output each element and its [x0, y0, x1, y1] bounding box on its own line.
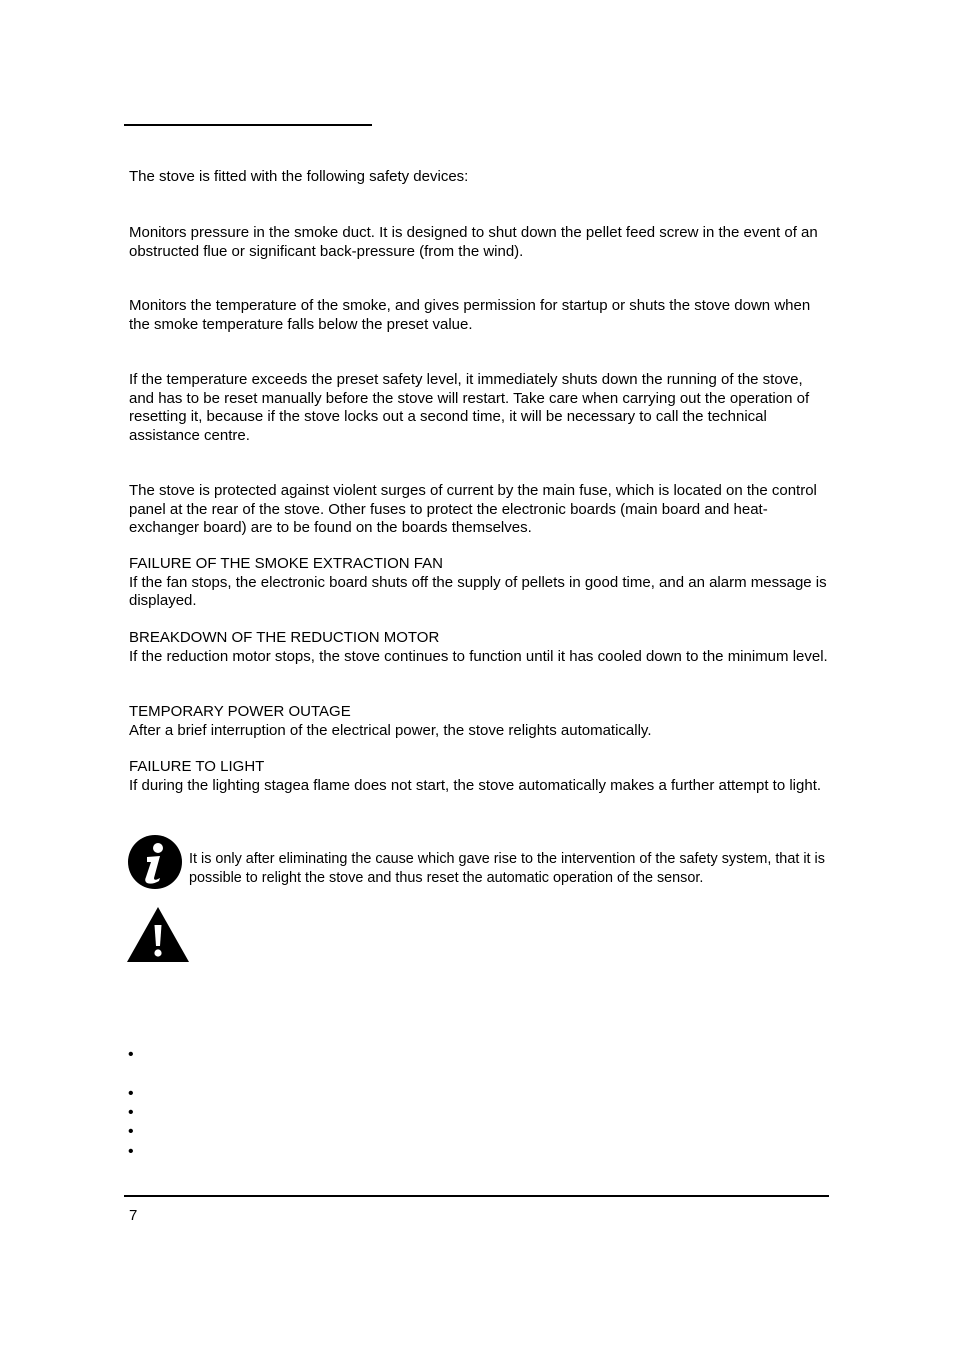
list-bullet: • — [128, 1046, 134, 1063]
motor-failure-heading: BREAKDOWN OF THE REDUCTION MOTOR — [129, 629, 440, 646]
smoke-temperature-text: Monitors the temperature of the smoke, and gives permission for startup or shuts the stove down when the smoke temperature falls below the preset value. — [129, 297, 811, 333]
info-icon — [127, 834, 183, 890]
light-failure-section — [129, 758, 829, 795]
fan-failure-section — [129, 555, 829, 611]
fuse-text: The stove is protected against violent surges of current by the main fuse, which is located on the control panel at the rear of the stove. Other fuses to protect the electronic boards (main board and heat-exchanger board) are to be found on the boards themselves. — [129, 482, 817, 536]
safety-thermostat-text: If the temperature exceeds the preset safety level, it immediately shuts down the running of the stove, and has to be reset manually before the stove will restart. Take care when carrying out the operation of resetting it, because if the stove locks out a second time, it will be necessary to call the technical assistance centre. — [129, 371, 810, 444]
motor-failure-section — [129, 629, 829, 666]
power-outage-heading: TEMPORARY POWER OUTAGE — [129, 703, 351, 720]
list-bullet: • — [128, 1104, 134, 1121]
light-failure-text: If during the lighting stagea flame does not start, the stove automatically makes a further attempt to light. — [129, 776, 822, 794]
list-bullet: • — [128, 1143, 134, 1160]
footer-rule — [124, 1195, 829, 1197]
page-number: 7 — [129, 1207, 138, 1224]
pressure-switch-text: Monitors pressure in the smoke duct. It is designed to shut down the pellet feed screw in the event of an obstructed flue or significant back-pressure (from the wind). — [129, 224, 818, 260]
list-bullet: • — [128, 1123, 134, 1140]
intro-text: The stove is fitted with the following safety devices: — [129, 168, 469, 185]
power-outage-text: After a brief interruption of the electrical power, the stove relights automatically. — [129, 721, 652, 739]
motor-failure-text: If the reduction motor stops, the stove continues to function until it has cooled down to the minimum level. — [129, 647, 828, 665]
warning-icon — [126, 906, 190, 963]
info-note-text: It is only after eliminating the cause which gave rise to the intervention of the safety system, that it is possible to relight the stove and thus reset the automatic operation of the sensor. — [189, 851, 825, 886]
fan-failure-heading: FAILURE OF THE SMOKE EXTRACTION FAN — [129, 555, 443, 572]
light-failure-heading: FAILURE TO LIGHT — [129, 758, 265, 775]
fan-failure-text: If the fan stops, the electronic board shuts off the supply of pellets in good time, and an alarm message is displayed. — [129, 573, 827, 609]
list-bullet: • — [128, 1085, 134, 1102]
header-rule — [124, 124, 372, 126]
power-outage-section — [129, 703, 829, 740]
